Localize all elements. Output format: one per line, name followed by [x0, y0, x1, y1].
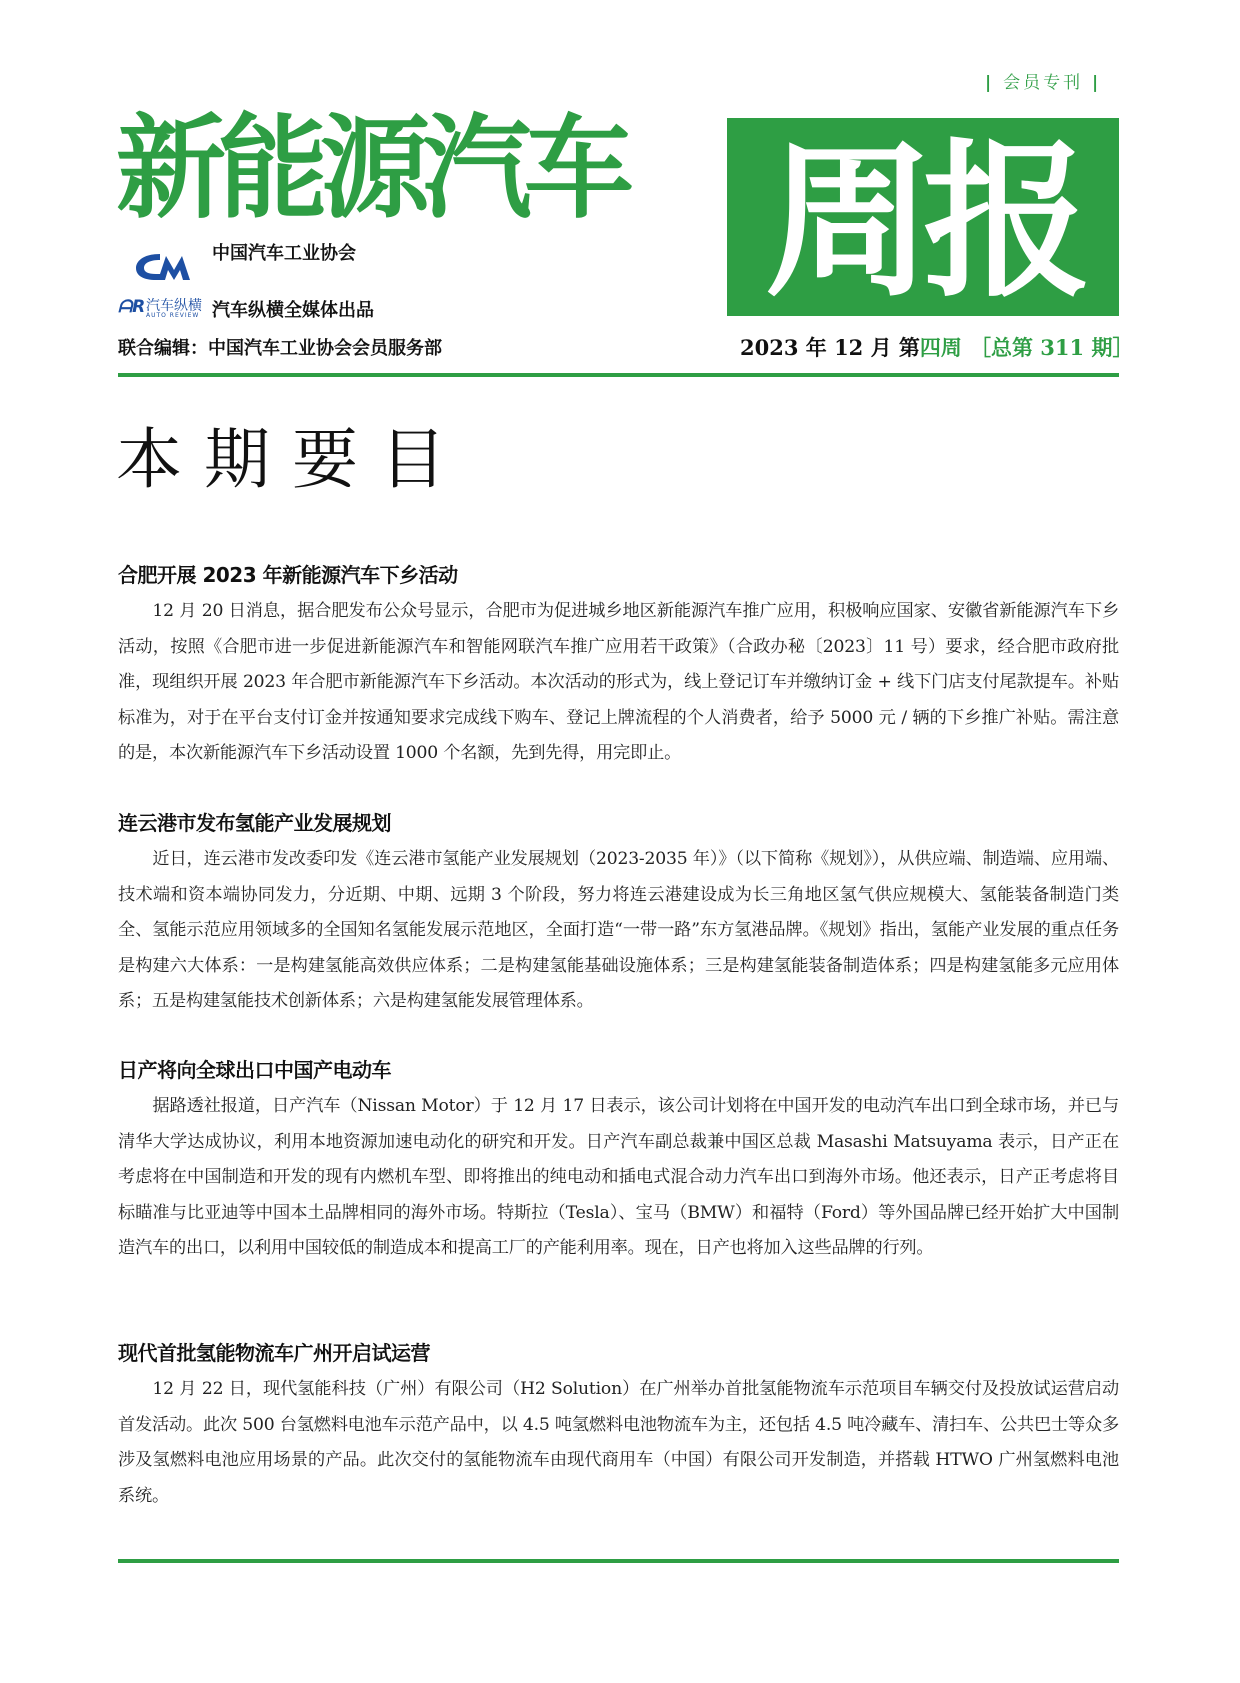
- article-body: 近日，连云港市发改委印发《连云港市氢能产业发展规划（2023-2035 年）》（以下简称《规划》），从供应端、制造端、应用端、技术端和资本端协同发力，分近期、中期、远期 3 个阶段，努力将连云港建设成为长三角地区氢气供应规模大、氢能装备制造门类全、氢能示范应用领域多的全国知名氢能发展示范地区，全面打造“一带一路”东方氢港品牌。《规划》指出，氢能产业发展的重点任务是构建六大体系：一是构建氢能高效供应体系；二是构建氢能基础设施体系；三是构建氢能装备制造体系；四是构建氢能多元应用体系；五是构建氢能技术创新体系；六是构建氢能发展管理体系。: [118, 849, 1119, 1012]
- auto-review-logo-name: 汽车纵横: [146, 298, 202, 314]
- article-body: 据路透社报道，日产汽车（Nissan Motor）于 12 月 17 日表示，该公司计划将在中国开发的电动汽车出口到全球市场，并已与清华大学达成协议，利用本地资源加速电动化的研究和开发。日产汽车副总裁兼中国区总裁 Masashi Matsuyama 表示，日产正在考虑将在中国制造和开发的现有内燃机车型、即将推出的纯电动和插电式混合动力汽车出口到海外市场。他还表示，日产正考虑将目标瞄准与比亚迪等中国本土品牌相同的海外市场。特斯拉（Tesla）、宝马（BMW）和福特（Ford）等外国品牌已经开始扩大中国制造汽车的出口，以利用中国较低的制造成本和提高工厂的产能利用率。现在，日产也将加入这些品牌的行列。: [118, 1096, 1119, 1259]
- article-body: 12 月 22 日，现代氢能科技（广州）有限公司（H2 Solution）在广州举办首批氢能物流车示范项目车辆交付及投放试运营启动首发活动。此次 500 台氢燃料电池车示范产品中，以 4.5 吨氢燃料电池物流车为主，还包括 4.5 吨冷藏车、清扫车、公共巴士等众多涉及氢燃料电池应用场景的产品。此次交付的氢能物流车由现代商用车（中国）有限公司开发制造，并搭载 HTWO 广州氢燃料电池系统。: [118, 1379, 1119, 1506]
- masthead-title: 新能源汽车: [116, 102, 626, 234]
- article: [118, 560, 1119, 772]
- article-title: 连云港市发布氢能产业发展规划: [118, 811, 391, 835]
- issue-week: 四周: [919, 335, 962, 360]
- auto-review-logo-sub: AUTO REVIEW: [146, 312, 200, 319]
- article-body: 12 月 20 日消息，据合肥发布公众号显示，合肥市为促进城乡地区新能源汽车推广应用，积极响应国家、安徽省新能源汽车下乡活动，按照《合肥市进一步促进新能源汽车和智能网联汽车推广应用若干政策》（合政办秘〔2023〕11 号）要求，经合肥市政府批准，现组织开展 2023 年合肥市新能源汽车下乡活动。本次活动的形式为，线上登记订车并缴纳订金 + 线下门店支付尾款提车。补贴标准为，对于在平台支付订金并按通知要求完成线下购车、登记上牌流程的个人消费者，给予 5000 元 / 辆的下乡推广补贴。需注意的是，本次新能源汽车下乡活动设置 1000 个名额，先到先得，用完即止。: [118, 601, 1119, 764]
- org-primary: 中国汽车工业协会: [212, 243, 356, 264]
- article-title: 现代首批氢能物流车广州开启试运营: [118, 1341, 430, 1365]
- issue-total: ［总第 311 期］: [970, 335, 1134, 360]
- issue-date-prefix: 2023 年 12 月 第: [740, 335, 920, 360]
- article: [118, 1338, 1119, 1514]
- header-divider: [118, 373, 1119, 377]
- caam-logo-icon: [132, 250, 202, 282]
- weekly-label: 周报: [765, 122, 1081, 316]
- member-edition-tag: | 会员专刊 |: [985, 73, 1102, 93]
- article: [118, 808, 1119, 1020]
- issue-date: [740, 332, 962, 362]
- article: [118, 1055, 1119, 1267]
- co-editor-line: 联合编辑：中国汽车工业协会会员服务部: [118, 338, 442, 359]
- article-title: 日产将向全球出口中国产电动车: [118, 1058, 391, 1082]
- footer-divider: [118, 1559, 1119, 1563]
- member-tag-label: 会员专刊: [1003, 73, 1084, 93]
- auto-review-mark-icon: ᗩR: [118, 297, 146, 317]
- article-title: 合肥开展 2023 年新能源汽车下乡活动: [118, 563, 458, 587]
- section-heading: 本期要目: [116, 421, 468, 498]
- org-media: 汽车纵横全媒体出品: [212, 300, 374, 321]
- weekly-label-block: [727, 118, 1119, 316]
- auto-review-logo: [118, 295, 212, 321]
